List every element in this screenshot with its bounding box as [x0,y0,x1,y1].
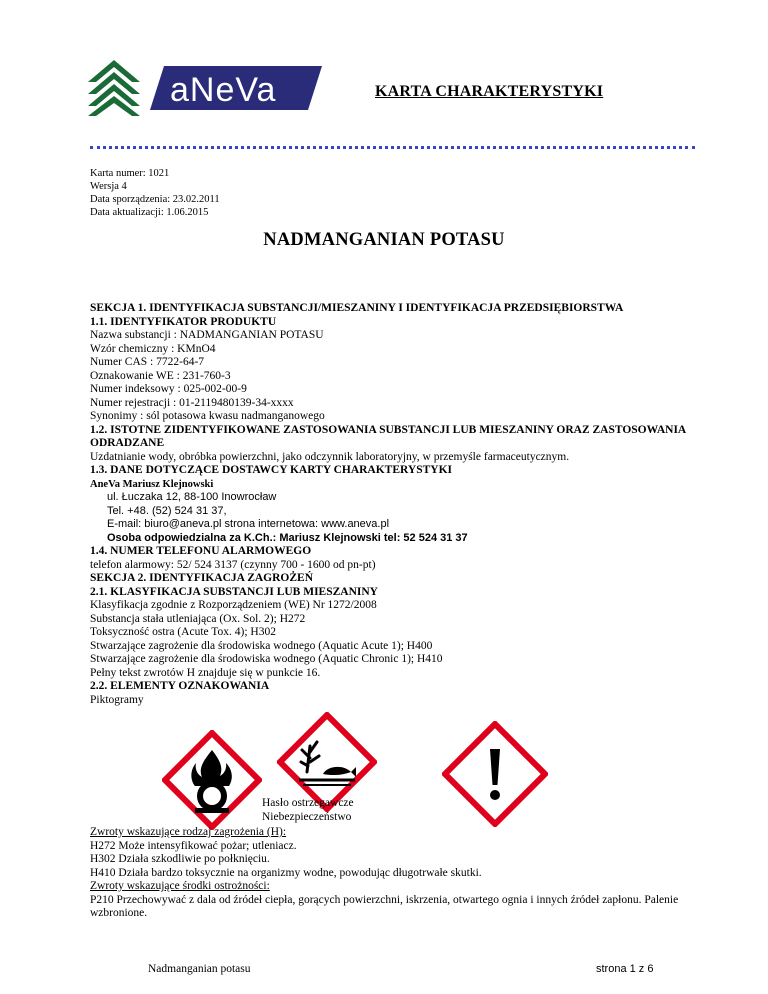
classification-aquatic-acute: Stwarzające zagrożenie dla środowiska wodnego (Aquatic Acute 1); H400 [90,639,433,652]
registration-number: Numer rejestracji : 01-2119480139-34-xxxx [90,396,294,409]
synonyms: Synonimy : sól potasowa kwasu nadmanganowego [90,410,325,422]
footer-product-name: Nadmanganian potasu [148,963,251,975]
section-1-heading: SEKCJA 1. IDENTYFIKACJA SUBSTANCJI/MIESZANINY I IDENTYFIKACJA PRZEDSIĘBIORSTWA [90,302,624,314]
header-title: KARTA CHARAKTERYSTYKI [375,83,604,100]
index-number: Numer indeksowy : 025-002-00-9 [90,383,247,395]
header-divider [90,146,695,149]
footer-page-number: strona 1 z 6 [596,963,654,975]
logo-text: aNeVa [170,71,277,109]
section-1-4-heading: 1.4. NUMER TELEFONU ALARMOWEGO [90,545,312,557]
supplier-name: AneVa Mariusz Klejnowski [90,478,214,490]
flame-over-circle-icon [162,730,262,830]
p210-statement: P210 Przechowywać z dala od źródeł ciepła, gorących powierzchni, iskrzenia, otwartego ognia i innych źródeł zapłonu. Palenie wzbronione. [90,893,679,919]
exclamation-mark-icon [442,721,548,827]
section-1-1-heading: 1.1. IDENTYFIKATOR PRODUKTU [90,315,277,328]
document-body [90,302,730,707]
updated-date: Data aktualizacji: 1.06.2015 [90,207,209,218]
h410-statement: H410 Działa bardzo toksycznie na organizmy wodne, powodując długotrwałe skutki. [90,866,482,879]
classification-aquatic-chronic: Stwarzające zagrożenie dla środowiska wodnego (Aquatic Chronic 1); H410 [90,653,443,665]
classification-ox-sol: Substancja stała utleniająca (Ox. Sol. 2); H272 [90,612,306,625]
aneva-wordmark-logo [150,66,322,110]
cas-number: Numer CAS : 7722-64-7 [90,356,205,368]
section-1-2-text: Uzdatnianie wody, obróbka powierzchni, jako odczynnik laboratoryjny, w przemyśle farmaceutycznym. [90,450,570,463]
aneva-emblem-logo [88,60,140,116]
h-phrases-note: Pełny tekst zwrotów H znajduje się w punkcie 16. [90,666,321,679]
classification-acute-tox: Toksyczność ostra (Acute Tox. 4); H302 [90,626,276,638]
section-1-2-heading: 1.2. ISTOTNE ZIDENTYFIKOWANE ZASTOSOWANIA SUBSTANCJI LUB MIESZANINY ORAZ ZASTOSOWANIA ODRADZANE [90,423,686,449]
supplier-email: E-mail: biuro@aneva.pl strona internetowa: www.aneva.pl [107,518,390,530]
created-date: Data sporządzenia: 23.02.2011 [90,194,220,205]
h272-statement: H272 Może intensyfikować pożar; utleniacz. [90,839,297,852]
h-statements-heading: Zwroty wskazujące rodzaj zagrożenia (H): [90,826,287,838]
p-statements-heading: Zwroty wskazujące środki ostrożności: [90,880,270,892]
responsible-person: Osoba odpowiedzialna za K.Ch.: Mariusz Klejnowski tel: 52 524 31 37 [107,531,468,544]
signal-word: Niebezpieczeństwo [262,810,352,823]
card-number: Karta numer: 1021 [90,168,170,179]
document-meta [90,167,220,219]
supplier-address: ul. Łuczaka 12, 88-100 Inowrocław [107,491,277,503]
pictograms-label: Piktogramy [90,693,144,706]
section-1-3-heading: 1.3. DANE DOTYCZĄCE DOSTAWCY KARTY CHARAKTERYSTYKI [90,464,453,476]
document-title: NADMANGANIAN POTASU [263,230,505,250]
ec-number: Oznakowanie WE : 231-760-3 [90,369,231,382]
hazard-statements [90,826,730,921]
substance-name: Nazwa substancji : NADMANGANIAN POTASU [90,329,324,341]
signal-word-block [262,797,354,824]
version: Wersja 4 [90,181,127,192]
section-2-heading: SEKCJA 2. IDENTYFIKACJA ZAGROŻEŃ [90,572,314,584]
chemical-formula: Wzór chemiczny : KMnO4 [90,342,216,355]
section-2-2-heading: 2.2. ELEMENTY OZNAKOWANIA [90,680,270,692]
supplier-phone: Tel. +48. (52) 524 31 37, [107,504,227,517]
section-2-1-heading: 2.1. KLASYFIKACJA SUBSTANCJI LUB MIESZANINY [90,585,378,598]
classification-regulation: Klasyfikacja zgodnie z Rozporządzeniem (WE) Nr 1272/2008 [90,599,377,611]
h302-statement: H302 Działa szkodliwie po połknięciu. [90,853,270,865]
emergency-phone: telefon alarmowy: 52/ 524 3137 (czynny 700 - 1600 od pn-pt) [90,558,376,571]
signal-word-label: Hasło ostrzegawcze [262,797,354,809]
